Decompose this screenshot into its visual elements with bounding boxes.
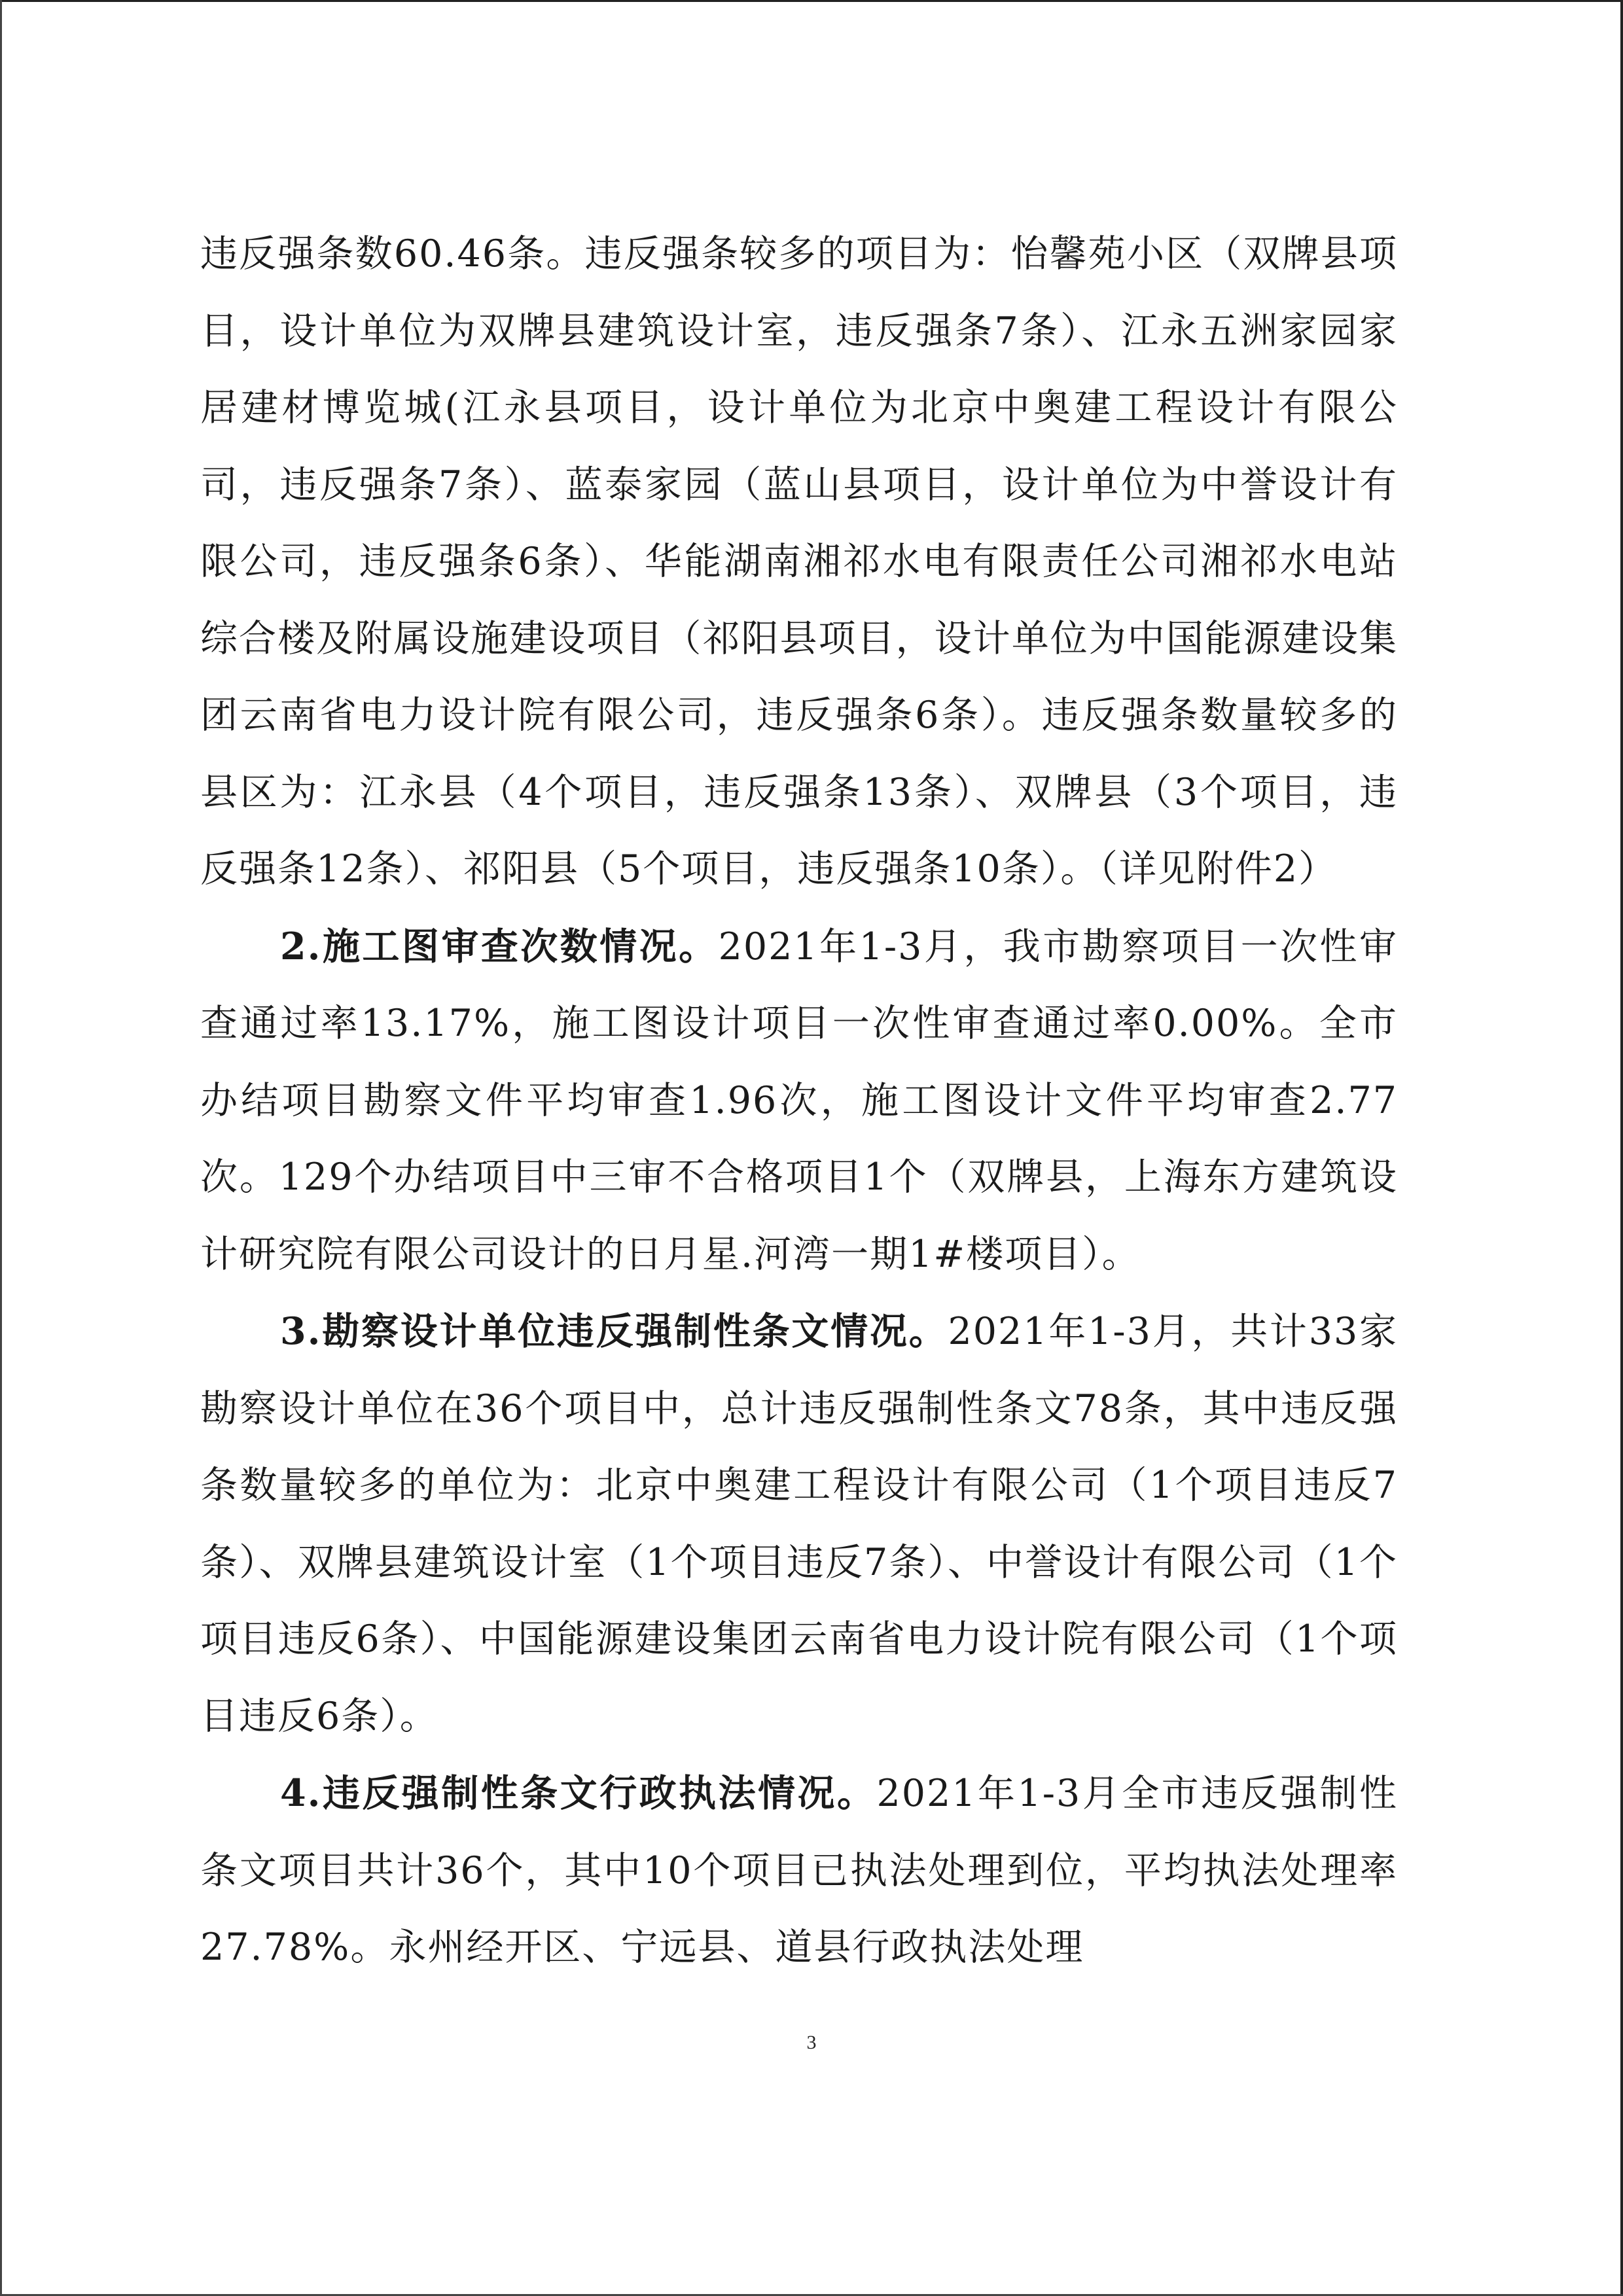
- section-heading: 2.施工图审查次数情况。: [280, 924, 719, 968]
- paragraph-enforcement: [200, 1755, 1398, 1987]
- paragraph-text: 2021年1-3月全市违反强制性条文项目共计36个，其中10个项目已执法处理到位，平均执法处理率27.78%。永州经开区、宁远县、道县行政执法处理: [200, 1772, 1398, 1969]
- paragraph-design-violations: [200, 1293, 1398, 1755]
- section-heading: 4.违反强制性条文行政执法情况。: [280, 1771, 877, 1815]
- paragraph-review-count: [200, 908, 1398, 1294]
- paragraph-text: 2021年1-3月，共计33家勘察设计单位在36个项目中，总计违反强制性条文78条，其中违反强条数量较多的单位为：北京中奥建工程设计有限公司（1个项目违反7条）、双牌县建筑设计室（1个项目违反7条）、中誉设计有限公司（1个项目违反6条）、中国能源建设集团云南省电力设计院有限公司（1个项目违反6条）。: [200, 1310, 1398, 1738]
- scan-border-top: [0, 0, 1623, 2]
- page-number: 3: [806, 2032, 817, 2053]
- section-heading: 3.勘察设计单位违反强制性条文情况。: [280, 1309, 948, 1353]
- document-body: [200, 216, 1398, 1987]
- paragraph-text: 违反强条数60.46条。违反强条较多的项目为：怡馨苑小区（双牌县项目，设计单位为双牌县建筑设计室，违反强条7条）、江永五洲家园家居建材博览城(江永县项目，设计单位为北京中奥建工程设计有限公司，违反强条7条）、蓝泰家园（蓝山县项目，设计单位为中誉设计有限公司，违反强条6条）、华能湖南湘祁水电有限责任公司湘祁水电站综合楼及附属设施建设项目（祁阳县项目，设计单位为中国能源建设集团云南省电力设计院有限公司，违反强条6条）。违反强条数量较多的县区为：江永县（4个项目，违反强条13条）、双牌县（3个项目，违反强条12条）、祁阳县（5个项目，违反强条10条）。（详见附件2）: [200, 232, 1398, 891]
- scan-border-right: [1620, 0, 1623, 2296]
- scan-border-left: [0, 0, 2, 2296]
- paragraph-text: 2021年1-3月，我市勘察项目一次性审查通过率13.17%，施工图设计项目一次性审查通过率0.00%。全市办结项目勘察文件平均审查1.96次，施工图设计文件平均审查2.77次。129个办结项目中三审不合格项目1个（双牌县，上海东方建筑设计研究院有限公司设计的日月星.河湾一期1#楼项目）。: [200, 925, 1398, 1276]
- paragraph-continuation: [200, 216, 1398, 908]
